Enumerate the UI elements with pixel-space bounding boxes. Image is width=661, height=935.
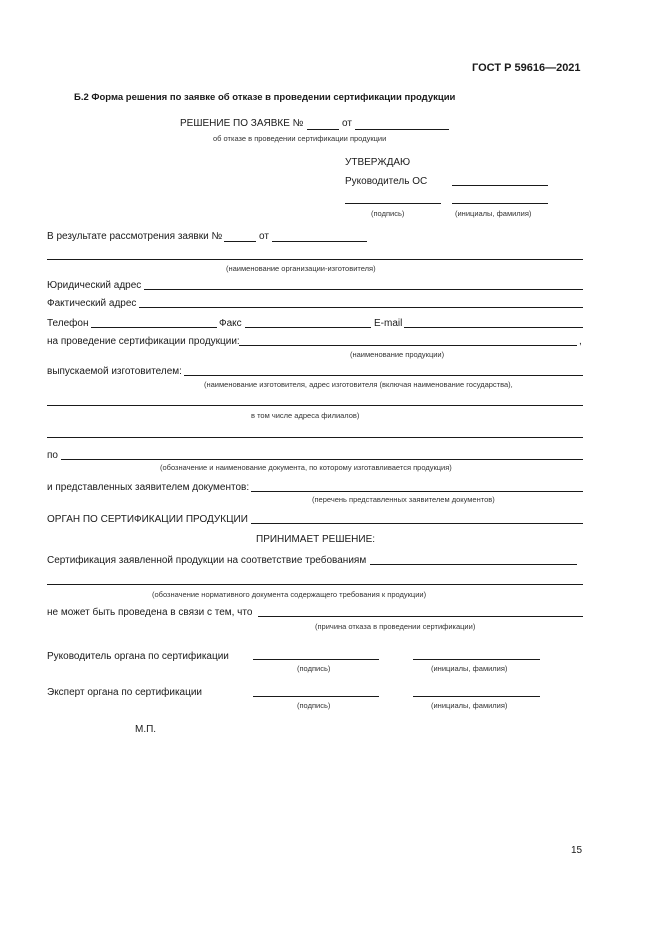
certification-label: на проведение сертификации продукции: <box>47 336 240 347</box>
document-caption: (обозначение и наименование документа, по которому изготавливается продукция) <box>160 463 452 472</box>
head-signature-field[interactable] <box>253 659 379 660</box>
submitted-docs-field[interactable] <box>251 491 583 492</box>
branch-caption: в том числе адреса филиалов) <box>251 411 360 420</box>
head-name-field[interactable] <box>452 185 548 186</box>
approval-signature-caption: (подпись) <box>371 209 405 218</box>
standard-id: ГОСТ Р 59616—2021 <box>472 62 581 74</box>
submitted-label: и представленных заявителем документов: <box>47 482 250 493</box>
approve-label: УТВЕРЖДАЮ <box>345 157 411 168</box>
manufacturer-caption: (наименование изготовителя, адрес изготовителя (включая наименование государства), <box>204 380 513 389</box>
head-signature-label: Руководитель органа по сертификации <box>47 651 229 662</box>
organization-caption: (наименование организации-изготовителя) <box>226 264 376 273</box>
reason-caption: (причина отказа в проведении сертификации) <box>315 622 476 631</box>
fax-field[interactable] <box>245 327 371 328</box>
page-number: 15 <box>571 845 583 856</box>
decision-from-label: от <box>342 118 352 129</box>
application-number-field[interactable] <box>307 129 339 130</box>
decides-label: ПРИНИМАЕТ РЕШЕНИЕ: <box>256 534 376 545</box>
actual-address-label: Фактический адрес <box>47 298 137 309</box>
approval-initials-caption: (инициалы, фамилия) <box>455 209 532 218</box>
requirements-field[interactable] <box>370 564 577 565</box>
reason-field[interactable] <box>258 616 583 617</box>
organ-label: ОРГАН ПО СЕРТИФИКАЦИИ ПРОДУКЦИИ <box>47 514 248 525</box>
section-title: Б.2 Форма решения по заявке об отказе в проведении сертификации продукции <box>74 92 456 103</box>
expert-initials-field[interactable] <box>413 696 540 697</box>
branch-address-field[interactable] <box>47 405 583 406</box>
decision-subtitle: об отказе в проведении сертификации продукции <box>213 134 387 143</box>
review-number-field[interactable] <box>224 241 256 242</box>
head-of-cb-label: Руководитель ОС <box>345 176 428 187</box>
review-from-label: от <box>259 231 269 242</box>
phone-label: Телефон <box>47 318 89 329</box>
head-initials-caption: (инициалы, фамилия) <box>431 664 508 673</box>
compliance-label: Сертификация заявленной продукции на соответствие требованиям <box>47 555 367 566</box>
approval-signature-field[interactable] <box>345 203 441 204</box>
manufacturer-field[interactable] <box>184 375 583 376</box>
reason-label: не может быть проведена в связи с тем, что <box>47 607 253 618</box>
head-initials-field[interactable] <box>413 659 540 660</box>
extra-line-field[interactable] <box>47 437 583 438</box>
organization-name-field[interactable] <box>47 259 583 260</box>
legal-address-field[interactable] <box>144 289 583 290</box>
manufacturer-label: выпускаемой изготовителем: <box>47 366 182 377</box>
stamp-label: М.П. <box>135 724 157 735</box>
review-text: В результате рассмотрения заявки № <box>47 231 223 242</box>
trailing-comma: , <box>579 336 582 347</box>
expert-signature-caption: (подпись) <box>297 701 331 710</box>
application-date-field[interactable] <box>355 129 449 130</box>
expert-signature-field[interactable] <box>253 696 379 697</box>
decision-title: РЕШЕНИЕ ПО ЗАЯВКЕ № <box>180 118 304 129</box>
fax-label: Факс <box>219 318 242 329</box>
email-label: E-mail <box>374 318 403 329</box>
head-signature-caption: (подпись) <box>297 664 331 673</box>
compliance-caption: (обозначение нормативного документа содержащего требования к продукции) <box>152 590 427 599</box>
product-caption: (наименование продукции) <box>350 350 445 359</box>
approval-initials-field[interactable] <box>452 203 548 204</box>
phone-field[interactable] <box>91 327 217 328</box>
expert-signature-label: Эксперт органа по сертификации <box>47 687 203 698</box>
document-field[interactable] <box>61 459 583 460</box>
by-document-label: по <box>47 450 58 461</box>
review-date-field[interactable] <box>272 241 367 242</box>
requirements-field-2[interactable] <box>47 584 583 585</box>
actual-address-field[interactable] <box>139 307 583 308</box>
legal-address-label: Юридический адрес <box>47 280 142 291</box>
product-name-field[interactable] <box>239 345 577 346</box>
expert-initials-caption: (инициалы, фамилия) <box>431 701 508 710</box>
submitted-caption: (перечень представленных заявителем документов) <box>312 495 495 504</box>
organ-name-field[interactable] <box>251 523 583 524</box>
email-field[interactable] <box>404 327 583 328</box>
